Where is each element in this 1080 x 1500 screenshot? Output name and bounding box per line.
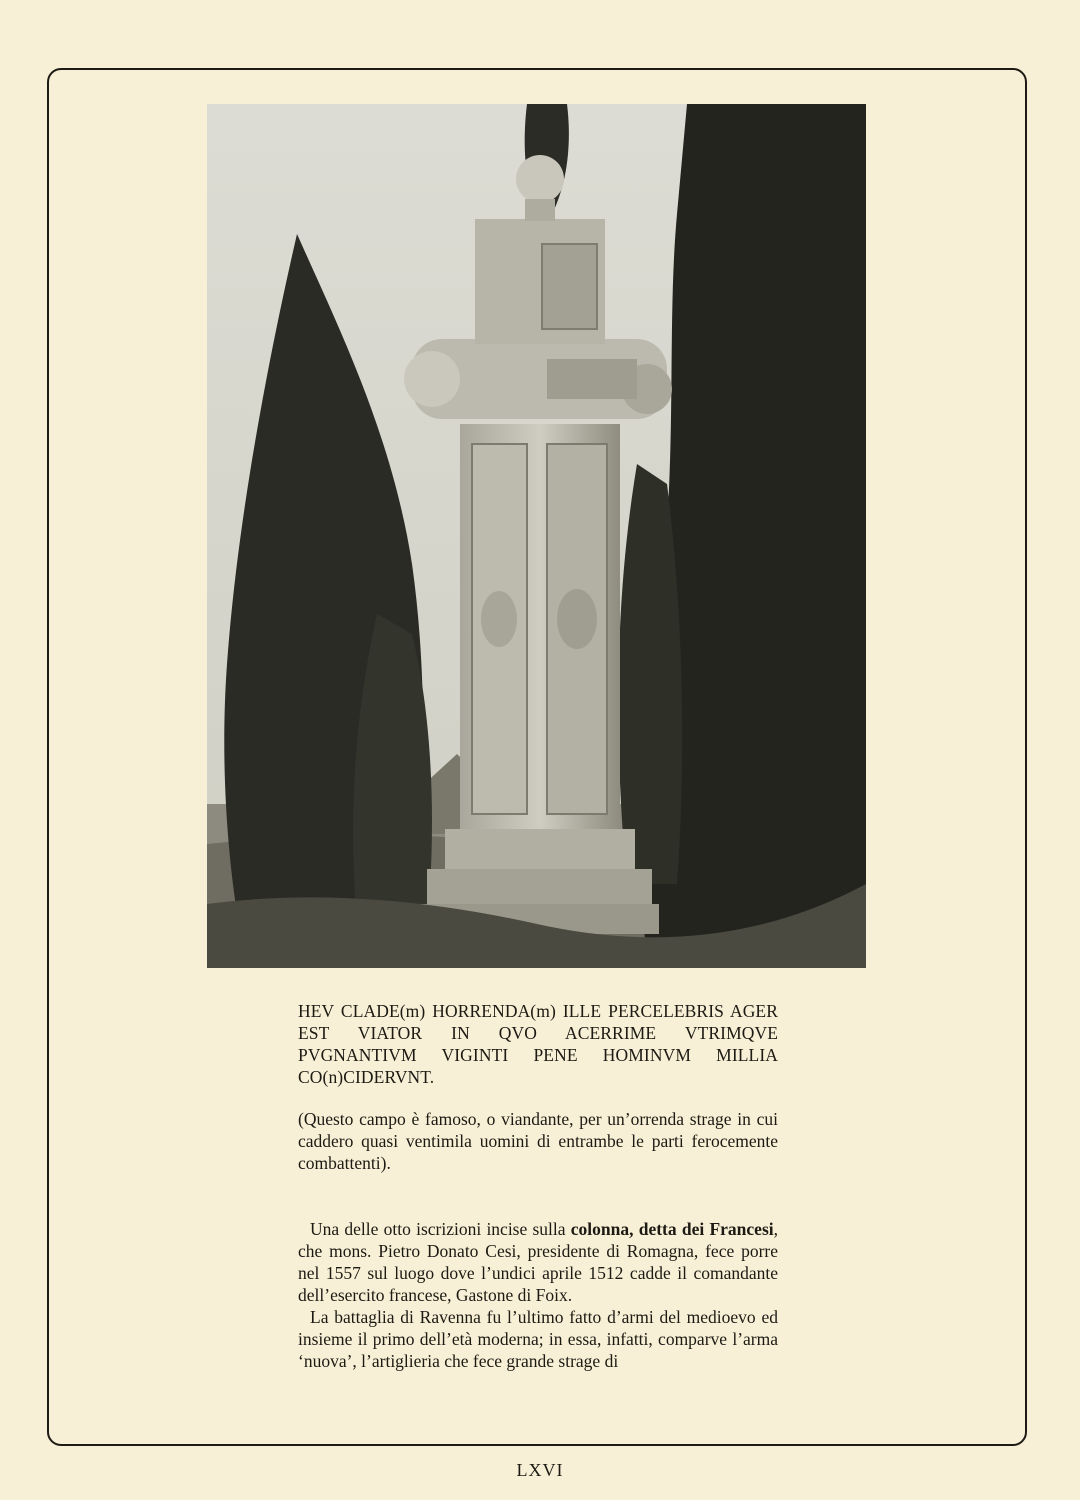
paragraph-1-intro: Una delle otto iscrizioni incise sulla <box>310 1219 571 1239</box>
page-number: LXVI <box>516 1460 564 1480</box>
latin-inscription: HEV CLADE(m) HORRENDA(m) ILLE PERCELEBRIS AGER EST VIATOR IN QVO ACERRIME VTRIMQVE PVGNANTIVM VIGINTI PENE HOMINVM MILLIA CO(n)CIDERVNT. <box>298 1001 778 1087</box>
column-photograph <box>207 104 866 968</box>
inscription-translation: (Questo campo è famoso, o viandante, per un’orrenda strage in cui caddero quasi ventimila uomini di entrambe le parti ferocemente combattenti). <box>298 1109 778 1173</box>
paragraph-1-bold: colonna, detta dei Francesi <box>570 1219 774 1239</box>
caption-paragraph-2: La battaglia di Ravenna fu l’ultimo fatto d’armi del medioevo ed insieme il primo dell’età moderna; in essa, infatti, comparve l’arma ‘nuova’, l’artiglieria che fece grande strage di <box>298 1307 778 1371</box>
paragraph-1-rest: , che mons. Pietro Donato Cesi, presidente di Romagna, fece porre nel 1557 sul luogo dove l’undici aprile 1512 cadde il comandante dell’esercito francese, Gastone di Foix. <box>298 1219 778 1305</box>
caption-paragraph-1 <box>298 1218 778 1306</box>
